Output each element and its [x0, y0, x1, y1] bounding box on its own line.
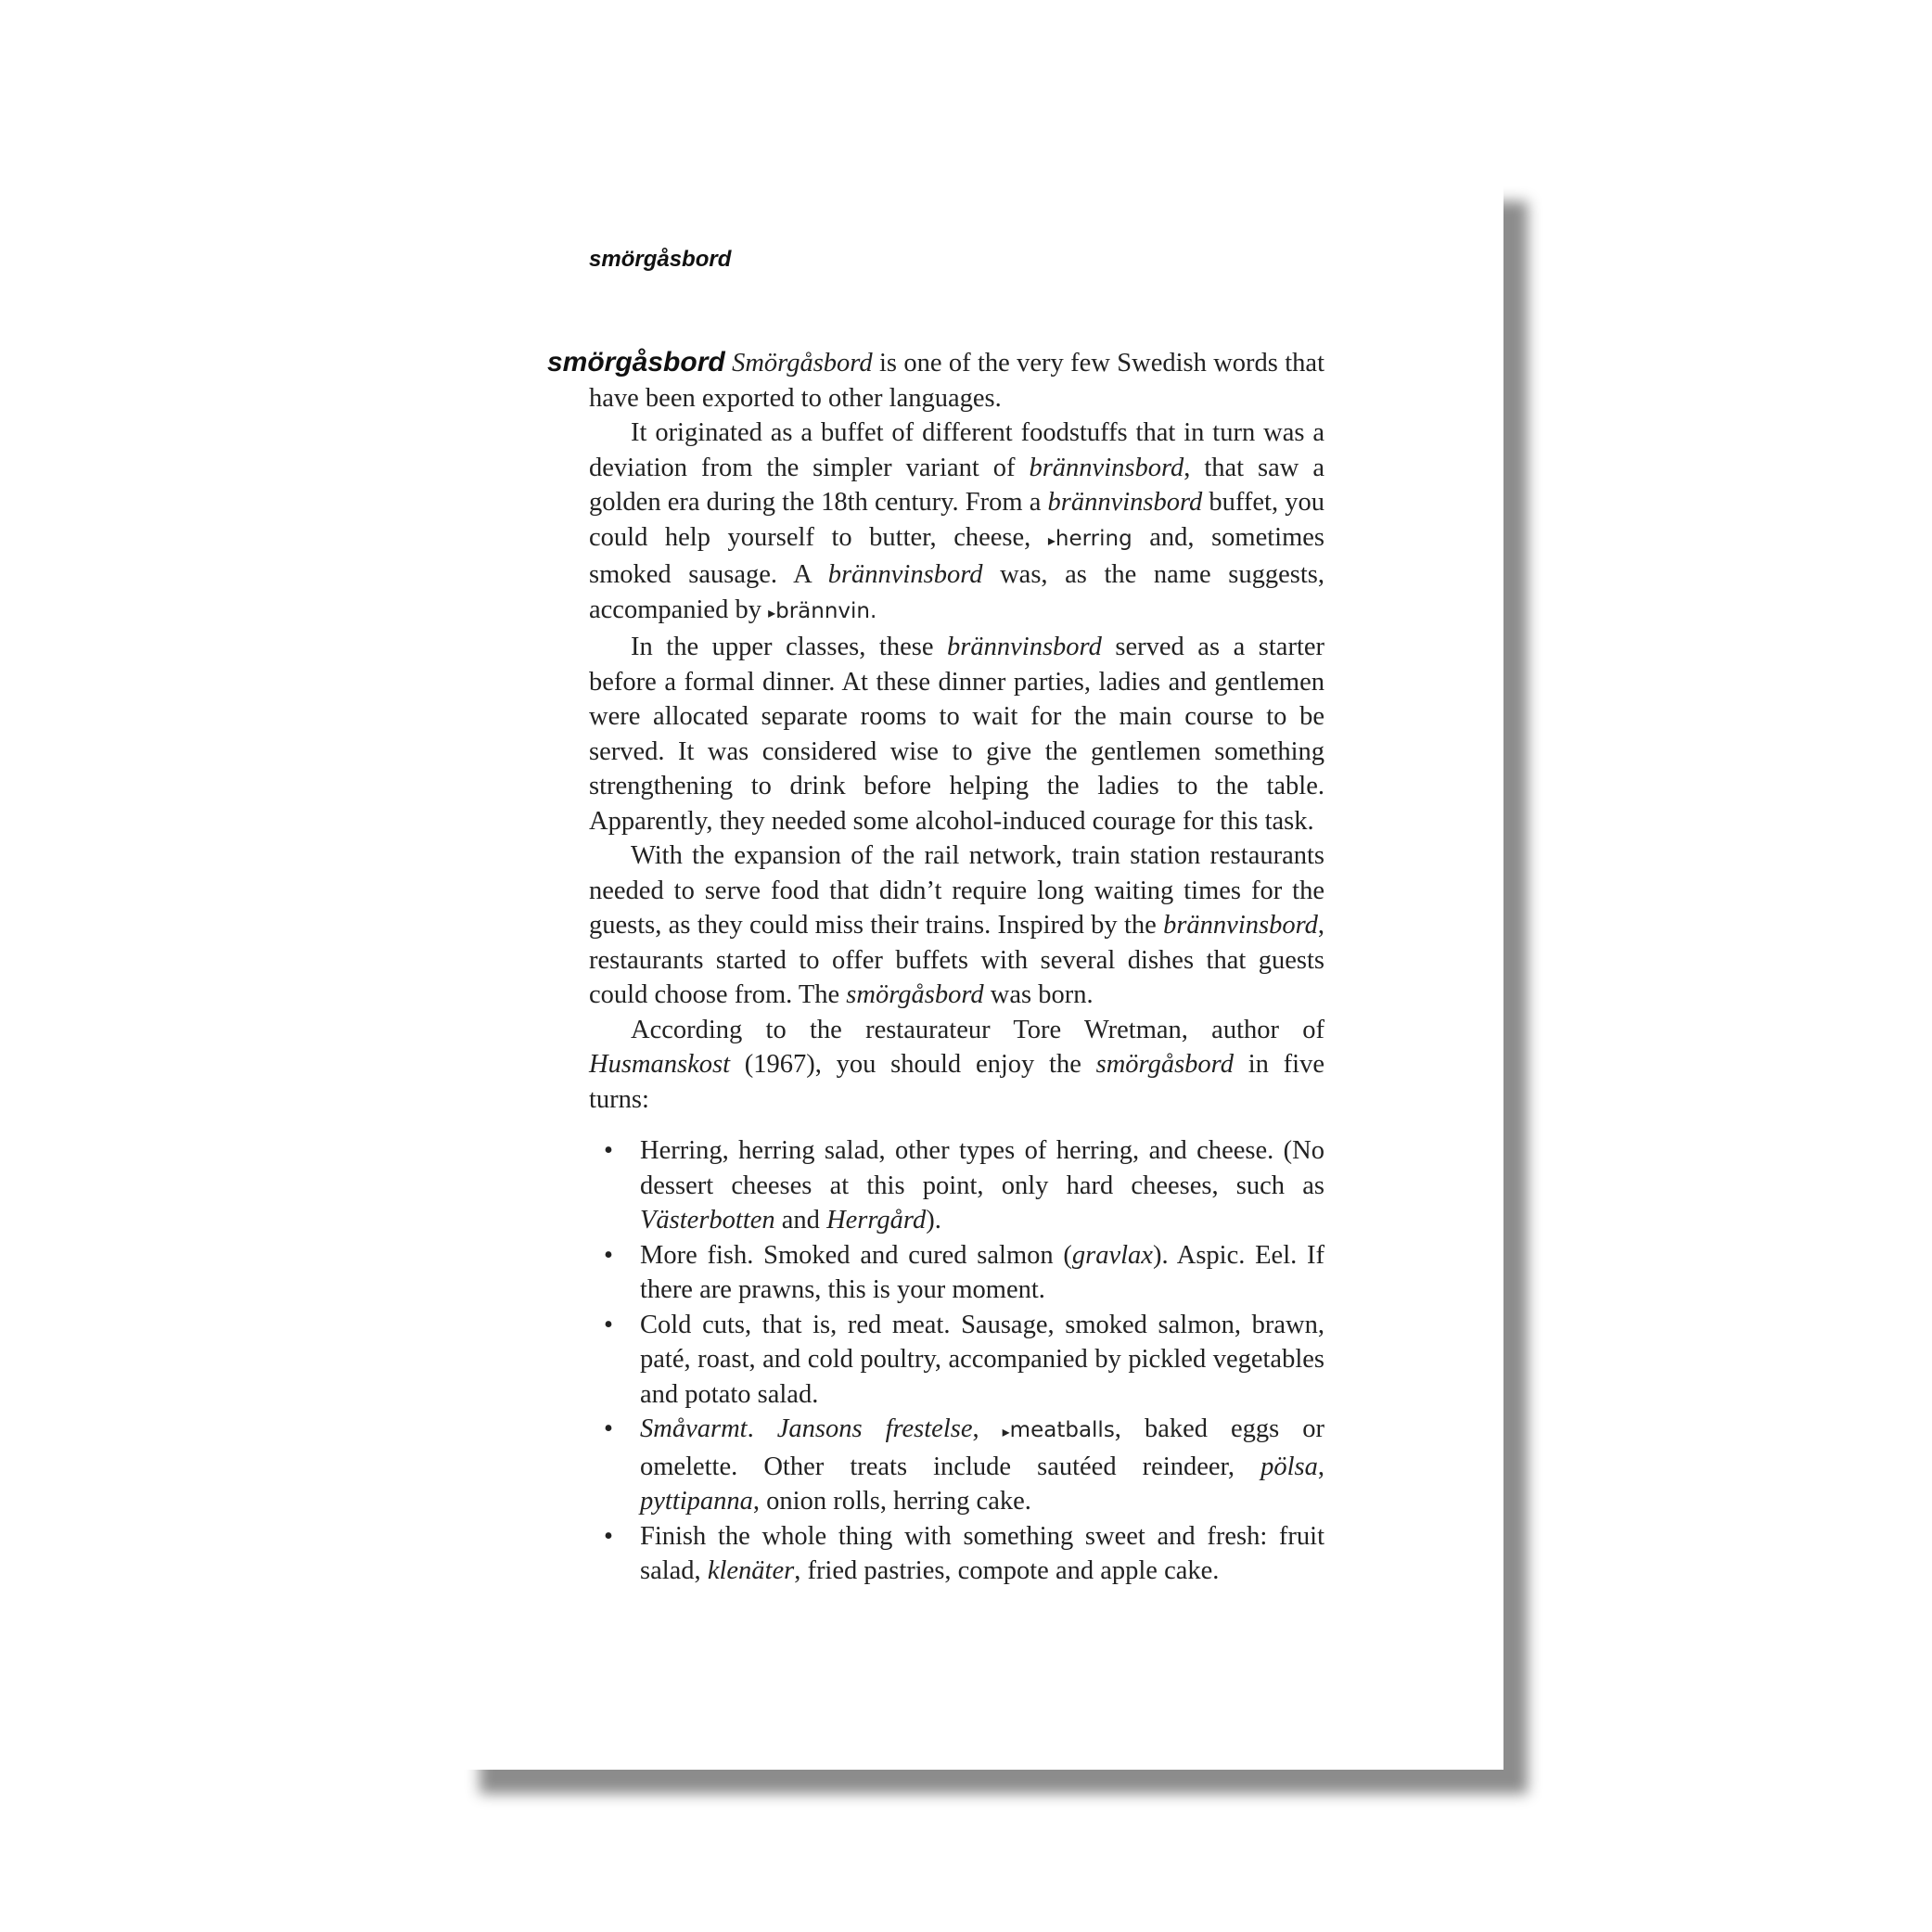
italic-term: brännvinsbord: [1163, 911, 1318, 940]
cross-reference-arrow-icon: ▸: [1002, 1423, 1010, 1440]
text-run: , restaurants started to offer buffets with several dishes that guests could choose from. The: [589, 911, 1324, 1009]
intro-term: Smörgåsbord: [732, 349, 873, 377]
italic-term: brännvinsbord: [1047, 488, 1203, 517]
text-run: ,: [1317, 1452, 1324, 1481]
cross-reference-label: herring: [1055, 526, 1132, 551]
cross-reference-meatballs[interactable]: [1003, 1418, 1115, 1442]
text-run: ,: [972, 1414, 1003, 1443]
dictionary-entry: [547, 345, 1325, 1589]
italic-term: pölsa: [1260, 1452, 1318, 1481]
bullet-icon: •: [604, 1136, 613, 1165]
text-run: It originated as a buffet of different foodstuffs that in turn was a deviation from the simpler variant of: [589, 418, 1324, 482]
italic-term: Herrgård: [826, 1206, 927, 1235]
text-run: More fish. Smoked and cured salmon (: [640, 1240, 1072, 1270]
bullet-icon: •: [604, 1414, 613, 1443]
bullet-icon: •: [604, 1521, 613, 1551]
text-run: With the expansion of the rail network, train station restaurants needed to serve food that didn’t require long waiting times for the guests, as they could miss their trains. Inspired by the: [589, 841, 1324, 940]
headword: smörgåsbord: [547, 347, 725, 377]
text-run: served as a starter before a formal dinner. At these dinner parties, ladies and gentlemen were allocated separate rooms to wait for the main course to be served. It was considered wise to give the gentlemen something strengthening to drink before helping the ladies to the table. Apparently, they needed some alcohol-induced courage for this task.: [589, 633, 1325, 836]
text-run: Cold cuts, that is, red meat. Sausage, smoked salmon, brawn, paté, roast, and cold poultry, accompanied by pickled vegetables and potato salad.: [640, 1310, 1324, 1409]
text-run: ).: [926, 1206, 941, 1235]
book-title: Husmanskost: [589, 1050, 731, 1079]
running-head: smörgåsbord: [589, 247, 732, 272]
text-run: Herring, herring salad, other types of herring, and cheese. (No dessert cheeses at this point, only hard cheeses, such as: [640, 1136, 1324, 1200]
cross-reference-arrow-icon: ▸: [768, 603, 776, 621]
bullet-icon: •: [604, 1240, 613, 1270]
italic-term: brännvinsbord: [1029, 453, 1184, 482]
text-run: According to the restaurateur Tore Wretman, author of: [631, 1015, 1324, 1044]
bullet-icon: •: [604, 1310, 613, 1339]
italic-term: gravlax: [1071, 1240, 1153, 1270]
text-run: , baked eggs or omelette. Other treats include sautéed reindeer,: [640, 1414, 1324, 1481]
text-run: In the upper classes, these: [631, 633, 948, 661]
italic-term: pyttipanna: [640, 1487, 753, 1516]
italic-term: klenäter: [707, 1556, 795, 1585]
list-item: [589, 1238, 1324, 1308]
text-run: (1967), you should enjoy the: [730, 1050, 1096, 1079]
text-run: , that saw a golden era during the 18th century. From a: [589, 453, 1324, 517]
list-item: [589, 1412, 1324, 1519]
intro-paragraph: [547, 345, 1324, 416]
list-item: [589, 1308, 1324, 1413]
text-run: ). Aspic. Eel. If there are prawns, this is your moment.: [640, 1240, 1324, 1304]
italic-term: smörgåsbord: [1095, 1050, 1234, 1079]
list-item: [589, 1519, 1324, 1589]
cross-reference-label: meatballs: [1009, 1418, 1115, 1442]
origin-paragraph: [589, 416, 1324, 630]
cross-reference-herring[interactable]: [1048, 527, 1132, 551]
list-item: [589, 1133, 1324, 1238]
italic-term: brännvinsbord: [947, 633, 1102, 661]
five-turns-list: [589, 1133, 1324, 1589]
text-run: and: [774, 1206, 827, 1235]
text-run: , onion rolls, herring cake.: [752, 1487, 1031, 1516]
intro-text: is one of the very few Swedish words that have been exported to other languages.: [589, 349, 1324, 413]
cross-reference-label: brännvin.: [775, 598, 877, 623]
cross-reference-arrow-icon: ▸: [1047, 531, 1056, 549]
wretman-paragraph: [589, 1013, 1324, 1118]
italic-term: Småvarmt: [640, 1414, 748, 1443]
text-run: was born.: [983, 980, 1094, 1009]
book-page: [455, 177, 1503, 1770]
text-run: in five turns:: [589, 1050, 1324, 1114]
italic-term: smörgåsbord: [846, 980, 984, 1009]
cross-reference-brannvin[interactable]: [768, 599, 876, 623]
text-run: buffet, you could help yourself to butter, cheese,: [589, 488, 1324, 552]
text-run: , fried pastries, compote and apple cake.: [794, 1556, 1220, 1585]
rail-network-paragraph: [589, 838, 1324, 1013]
text-run: Finish the whole thing with something sweet and fresh: fruit salad,: [640, 1521, 1324, 1585]
text-run: and, sometimes smoked sausage. A: [589, 522, 1324, 589]
text-run: .: [747, 1414, 777, 1443]
italic-term: Västerbotten: [640, 1206, 775, 1235]
text-run: was, as the name suggests, accompanied by: [589, 560, 1324, 624]
italic-term: Jansons frestelse: [776, 1414, 973, 1443]
upper-classes-paragraph: [589, 630, 1324, 838]
italic-term: brännvinsbord: [827, 560, 983, 589]
